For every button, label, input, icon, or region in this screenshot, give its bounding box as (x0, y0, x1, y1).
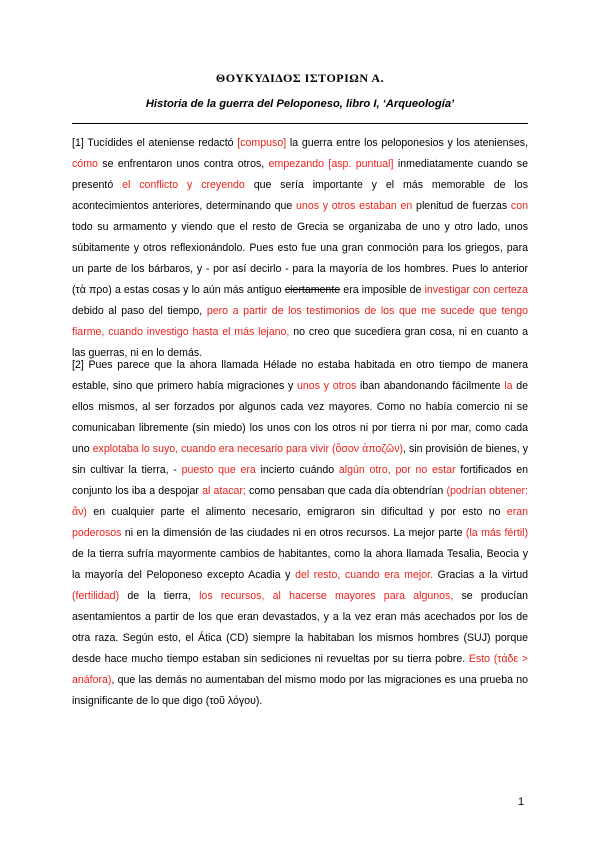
body-text: inmediatamente cuando se presentó (72, 158, 529, 191)
page-subtitle: Historia de la guerra del Peloponeso, libro I, ‘Arqueología’ (145, 98, 455, 110)
paragraph-number: [2] (72, 359, 84, 371)
annotation-text: (podrían obtener: ἄν) (72, 485, 528, 518)
body-text: era imposible de (340, 284, 425, 296)
annotation-text: algún otro, por no estar (338, 464, 456, 476)
body-text: fortificados en conjunto los iba a despojar (72, 464, 528, 497)
annotation-text: cómo (72, 158, 98, 170)
annotation-text: [compuso] (237, 137, 287, 149)
annotation-text: unos y otros (297, 380, 357, 392)
body-text: la guerra entre los peloponesios y los atenienses, (286, 137, 529, 149)
annotation-text: puesto que era (181, 464, 256, 476)
paragraph-2 (72, 355, 528, 712)
body-text: que sería importante y el más memorable de los acontecimientos anteriores, determinando que (72, 179, 528, 212)
annotation-text: (fertilidad) (72, 590, 120, 602)
body-text: todo su armamento y viendo que el resto de Grecia se organizaba de uno y otro lado, unos súbitamente y otros reflexionándolo. Pues esto fue una gran conmoción para los griegos, para un parte de los bárbaros, y - por así decirlo - para la mayoría de los hombres. Pues lo anterior (τὰ προ) a estas cosas y lo aún más antiguo (72, 221, 528, 296)
struck-text: ciertamente (284, 284, 341, 296)
body-text: en cualquier parte el alimento necesario, emigraron sin dificultad y por esto no (86, 506, 507, 518)
body-text: iban abandonando fácilmente (356, 380, 505, 392)
body-text: Tucídides el ateniense redactó (83, 137, 238, 149)
annotation-text: eran poderosos (72, 506, 528, 539)
annotation-text: unos y otros estaban en (296, 200, 413, 212)
annotation-text: (la más fértil) (465, 527, 528, 539)
body-text: , que las demás no aumentaban del mismo modo por las migraciones es una prueba no insignificante de lo que digo (τοῦ λόγου). (72, 674, 528, 707)
body-text: incierto cuándo (255, 464, 339, 476)
body-text: se enfrentaron unos contra otros, (97, 158, 269, 170)
body-text: como pensaban que cada día obtendrían (245, 485, 447, 497)
annotation-text: explotaba lo suyo, cuando era necesario para vivir (ὅσον ἀποζῶν) (92, 443, 404, 455)
annotation-text: pero a partir de los testimonios de los que me sucede que tengo fiarme, cuando investigo hasta el más lejano, (72, 305, 529, 338)
body-text: se producían asentamientos a partir de los que eran devastados, y a la vez eran más acechados por los de otra raza. Según esto, el Ática (CD) siempre la habitaban los mismos hombres (SUJ) porque desde hace mucho tiempo estaban sin sediciones ni revueltas por su tierra pobre. (72, 590, 528, 665)
body-text: Gracias a la virtud (433, 569, 528, 581)
body-text: debido al paso del tiempo, (72, 305, 207, 317)
header-divider (72, 123, 528, 124)
annotation-text: los recursos, al hacerse mayores para algunos, (199, 590, 454, 602)
body-text: Pues parece que la ahora llamada Hélade no estaba habitada en otro tiempo de manera estable, sino que primero había migraciones y (72, 359, 528, 392)
annotation-text: del resto, cuando era mejor. (295, 569, 434, 581)
body-text: ni en la dimensión de las ciudades ni en otros recursos. La mejor parte (121, 527, 466, 539)
page-number: 1 (518, 796, 525, 808)
body-text: plenitud de fuerzas (412, 200, 511, 212)
annotation-text: investigar con certeza (424, 284, 528, 296)
annotation-text: empezando [asp. puntual] (268, 158, 394, 170)
annotation-text: Esto (τάδε > anáfora) (72, 653, 528, 686)
body-text: no creo que sucediera gran cosa, ni en cuanto a las guerras, ni en lo demás. (72, 326, 529, 359)
annotation-text: con (510, 200, 529, 212)
annotation-text: el conflicto y creyendo (122, 179, 245, 191)
paragraph-number: [1] (72, 137, 84, 149)
paragraph-1 (72, 133, 528, 364)
annotation-text: la (504, 380, 513, 392)
annotation-text: al atacar; (202, 485, 246, 497)
page-title: ΘΟΥΚΥΔΙΔΟΣ ΙΣΤΟΡΙΩΝ Α. (215, 71, 385, 85)
body-text: de la tierra sufría mayormente cambios de habitantes, como la ahora llamada Tesalia, Beocia y la mayoría del Peloponeso excepto Acadia y (72, 548, 528, 581)
body-text: de la tierra, (119, 590, 200, 602)
body-text: de ellos mismos, al ser forzados por algunos cada vez mayores. Como no había comercio ni se comunicaban libremente (sin miedo) los unos con los otros ni por tierra ni por mar, como cada uno (72, 380, 528, 455)
body-text: , sin provisión de bienes, y sin cultivar la tierra, - (72, 443, 529, 476)
